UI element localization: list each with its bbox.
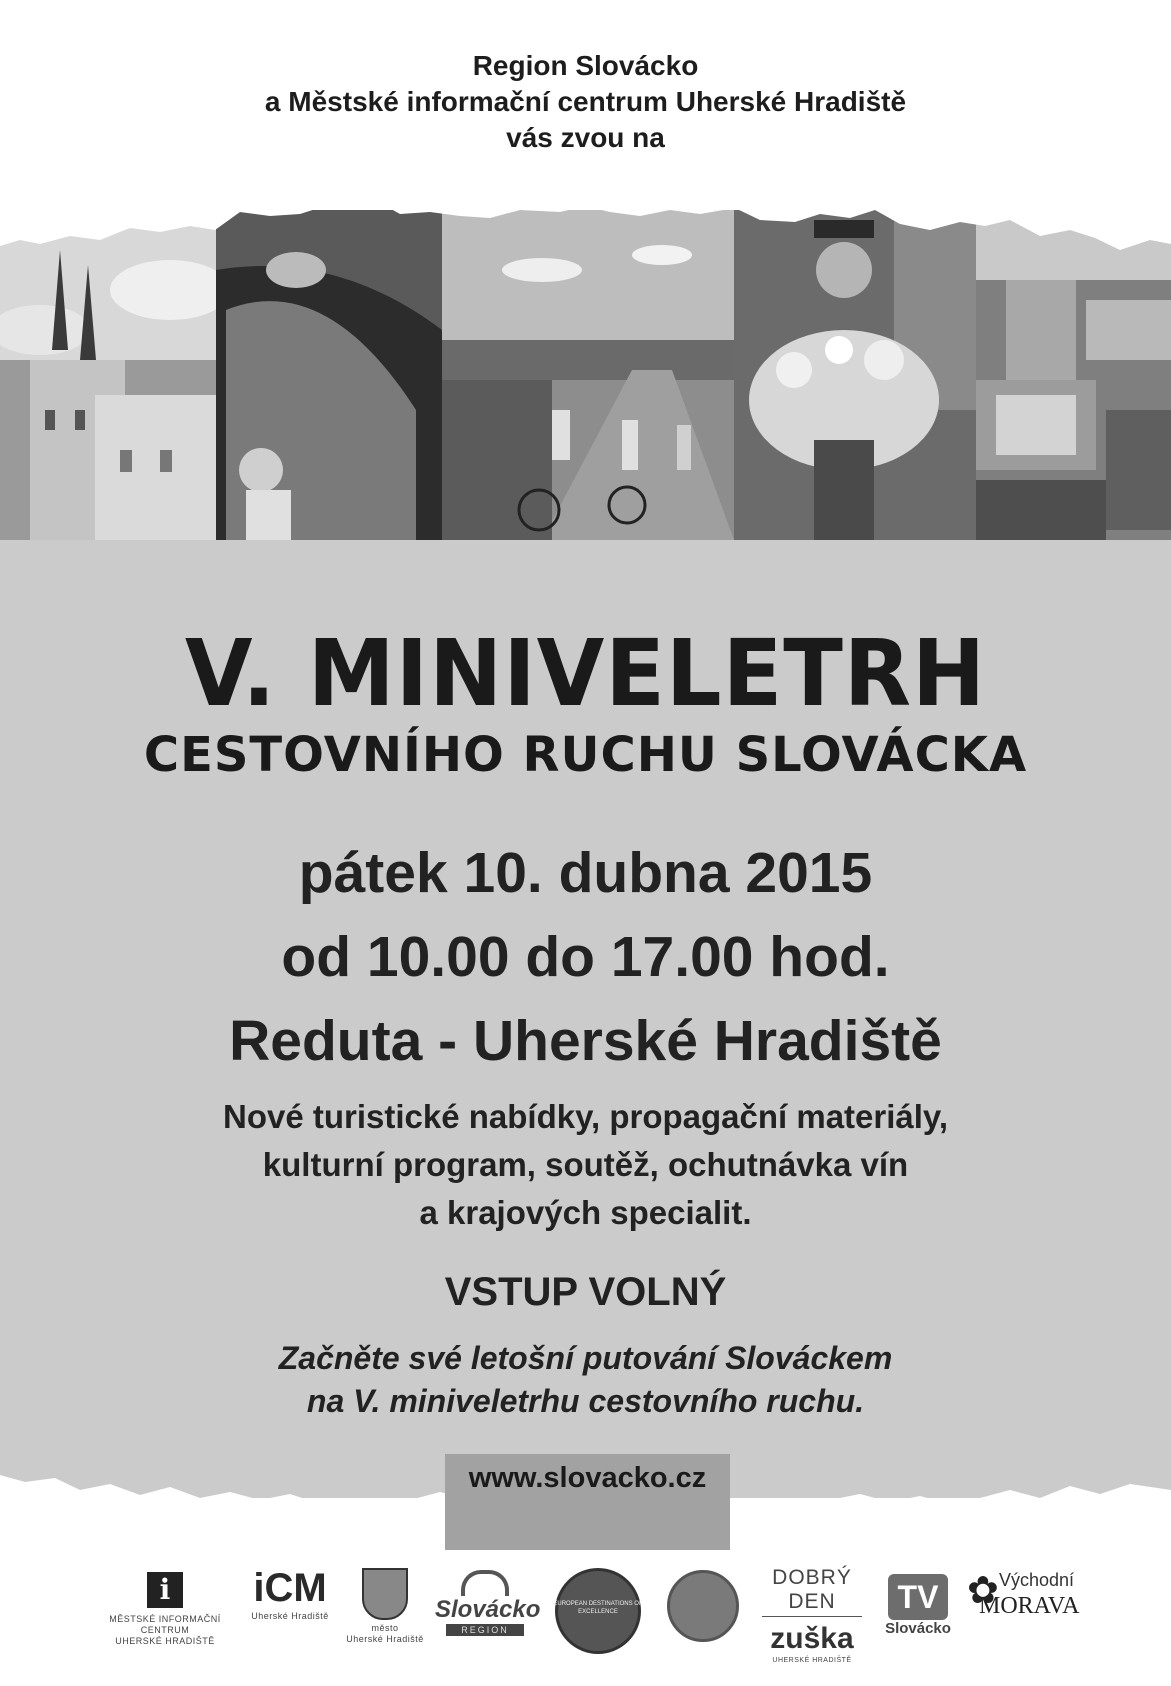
header-line-2: a Městské informační centrum Uherské Hradiště <box>264 86 907 117</box>
description-line-3: a krajových specialit. <box>419 1194 752 1231</box>
logo-city <box>345 1568 425 1645</box>
region-name: Slovácko <box>435 1596 541 1623</box>
tv-name: TV <box>888 1574 948 1620</box>
eden-text: EUROPEAN DESTINATIONS OF EXCELLENCE <box>553 1601 643 1615</box>
description-line-2: kulturní program, soutěž, ochutnávka vín <box>262 1146 909 1183</box>
logo-slovacko-region <box>435 1570 541 1636</box>
mic-line-1: MĚSTSKÉ INFORMAČNÍ CENTRUM <box>109 1614 221 1635</box>
logo-mic <box>90 1572 240 1647</box>
info-icon: i <box>147 1572 183 1608</box>
header-line-3: vás zvou na <box>506 122 665 153</box>
icm-name: iCM <box>253 1566 327 1610</box>
zuska-sub: UHERSKÉ HRADIŠTĚ <box>772 1657 852 1664</box>
seal-icon <box>667 1570 739 1642</box>
website-link[interactable]: www.slovacko.cz <box>468 1462 707 1494</box>
dobry-den-text: DOBRÝ DEN <box>772 1566 852 1613</box>
event-time: od 10.00 do 17.00 hod. <box>281 925 890 989</box>
slogan <box>0 1337 1171 1423</box>
logo-eden <box>548 1560 648 1660</box>
sponsor-logos <box>0 1560 1171 1680</box>
torn-edge-top <box>0 200 1171 260</box>
icm-sub: Uherské Hradiště <box>251 1611 329 1621</box>
city-line-2: Uherské Hradiště <box>346 1634 424 1644</box>
event-subtitle: CESTOVNÍHO RUCHU SLOVÁCKA <box>143 727 1028 783</box>
logo-dobry-den-zuska <box>752 1566 872 1666</box>
morava-line-2: MORAVA <box>979 1593 1080 1619</box>
event-description <box>0 1093 1171 1237</box>
zuska-text: zuška <box>770 1622 854 1655</box>
event-date: pátek 10. dubna 2015 <box>298 841 873 905</box>
city-line-1: město <box>371 1623 399 1633</box>
mic-line-2: UHERSKÉ HRADIŠTĚ <box>115 1636 215 1646</box>
region-swirl-icon <box>461 1570 509 1596</box>
slogan-line-2: na V. miniveletrhu cestovního ruchu. <box>306 1383 865 1419</box>
logo-vychodni-morava <box>965 1568 1085 1620</box>
event-title: V. MINIVELETRH <box>184 620 987 727</box>
free-entry-label: VSTUP VOLNÝ <box>444 1270 727 1314</box>
event-place: Reduta - Uherské Hradiště <box>229 1009 942 1073</box>
morava-line-1: Východní <box>999 1570 1075 1590</box>
invitation-header <box>0 48 1171 156</box>
logo-seal <box>665 1570 740 1642</box>
flower-icon: ✿ <box>967 1570 999 1612</box>
logo-icm <box>245 1565 335 1622</box>
header-line-1: Region Slovácko <box>472 50 699 81</box>
tv-sub: Slovácko <box>885 1620 951 1637</box>
logo-tv-slovacko <box>878 1574 958 1637</box>
coat-of-arms-icon <box>362 1568 408 1620</box>
region-sub: REGION <box>446 1624 524 1636</box>
slogan-line-1: Začněte své letošní putování Slováckem <box>278 1340 893 1376</box>
description-line-1: Nové turistické nabídky, propagační materiály, <box>222 1098 949 1135</box>
